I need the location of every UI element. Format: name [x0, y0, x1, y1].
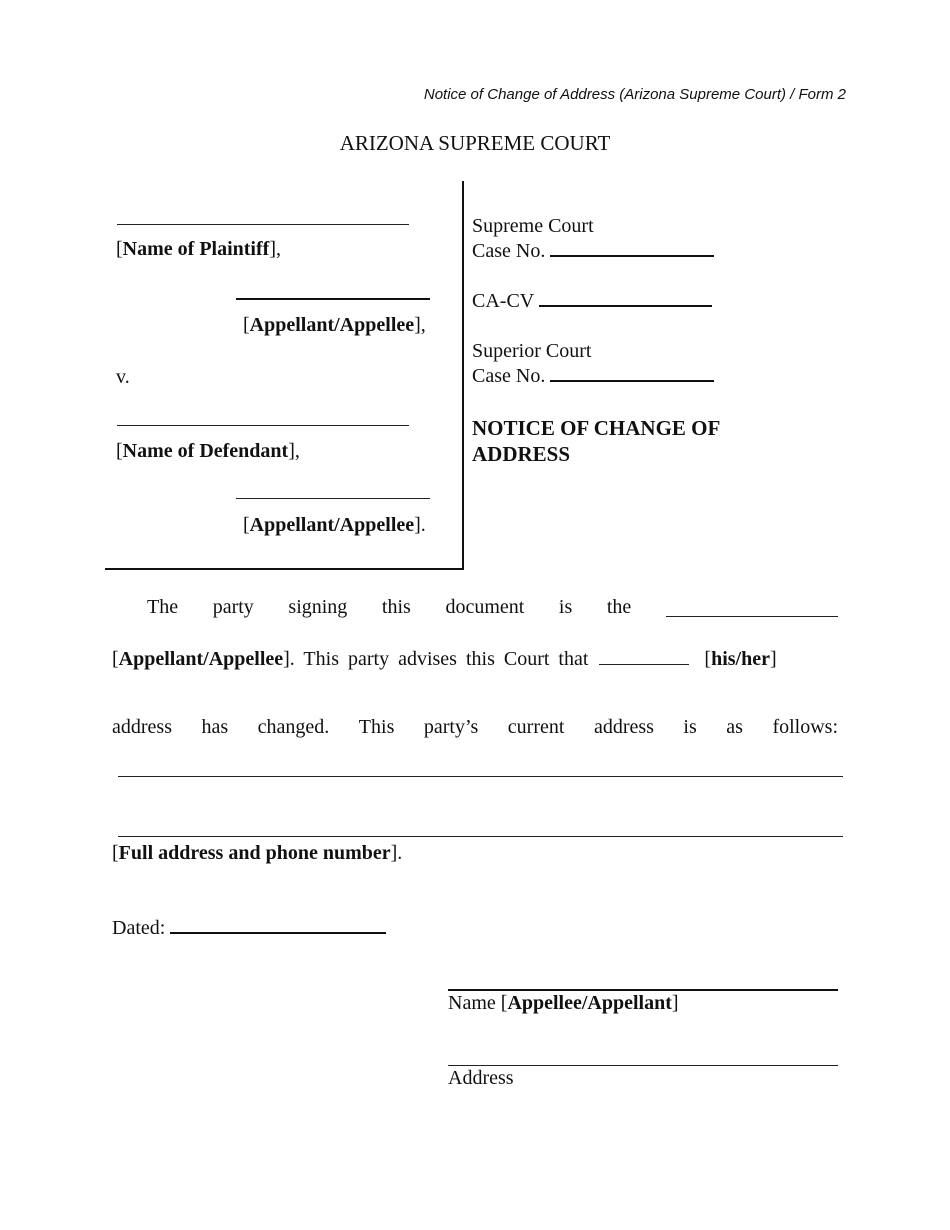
- name-role: Appellee/Appellant: [507, 992, 672, 1014]
- body-line-3: [112, 716, 838, 739]
- party-name-blank[interactable]: [599, 646, 689, 665]
- name-prefix: Name: [448, 992, 496, 1014]
- defendant-role-line[interactable]: [236, 498, 430, 499]
- word: changed.: [257, 716, 330, 738]
- plaintiff-role-line[interactable]: [236, 298, 430, 300]
- defendant-role-text: Appellant/Appellee: [249, 514, 415, 536]
- word: document: [445, 596, 525, 618]
- defendant-role-label: [Appellant/Appellee].: [243, 514, 426, 536]
- advises-text: ]. This party advises this Court that: [283, 648, 589, 670]
- caption-vertical-divider: [462, 181, 464, 569]
- dated-label: Dated:: [112, 917, 166, 939]
- word: the: [606, 596, 632, 618]
- word: The: [147, 596, 179, 618]
- role-text: Appellant/Appellee: [118, 648, 284, 670]
- defendant-label: [Name of Defendant],: [116, 440, 300, 462]
- ca-cv-number: [472, 290, 712, 313]
- plaintiff-role-text: Appellant/Appellee: [249, 314, 415, 336]
- word: has: [201, 716, 229, 738]
- address-line-1[interactable]: [118, 776, 843, 777]
- versus-text: v.: [116, 366, 130, 388]
- superior-case-no-label: Case No.: [472, 365, 546, 387]
- superior-court-label: Superior Court: [472, 340, 592, 362]
- full-address-text: Full address and phone number: [118, 842, 391, 864]
- plaintiff-label-text: Name of Plaintiff: [122, 238, 270, 260]
- word: address: [593, 716, 654, 738]
- word: current: [507, 716, 565, 738]
- dated-row: [112, 917, 386, 940]
- ca-cv-label: CA-CV: [472, 290, 534, 312]
- word: party: [212, 596, 254, 618]
- document-title-line2: ADDRESS: [472, 442, 571, 466]
- word: signing: [288, 596, 348, 618]
- signature-name-line[interactable]: [448, 989, 838, 991]
- body-line-2: [Appellant/Appellee]. This party advises this Court that [his/her]: [112, 648, 777, 670]
- superior-case-no-field[interactable]: [550, 380, 714, 382]
- supreme-case-no: [472, 240, 714, 263]
- word: as: [726, 716, 743, 738]
- full-address-label: [Full address and phone number].: [112, 842, 403, 864]
- word: is: [683, 716, 697, 738]
- form-header: Notice of Change of Address (Arizona Supreme Court) / Form 2: [423, 86, 846, 103]
- defendant-label-text: Name of Defendant: [122, 440, 289, 462]
- plaintiff-label: [Name of Plaintiff],: [116, 238, 281, 260]
- plaintiff-name-line[interactable]: [117, 224, 409, 225]
- defendant-name-line[interactable]: [117, 425, 409, 426]
- supreme-court-label: Supreme Court: [472, 215, 594, 237]
- address-line-2[interactable]: [118, 836, 843, 837]
- his-her-bracket: [his/her]: [704, 648, 777, 670]
- supreme-case-no-label: Case No.: [472, 240, 546, 262]
- party-role-blank[interactable]: [666, 596, 838, 617]
- signature-name-label: Name [Appellee/Appellant]: [448, 992, 679, 1014]
- signature-address-line[interactable]: [448, 1065, 838, 1066]
- word: is: [558, 596, 573, 618]
- his-her-text: his/her: [711, 648, 770, 670]
- dated-field[interactable]: [170, 932, 386, 934]
- document-title-line1: NOTICE OF CHANGE OF: [472, 416, 721, 440]
- word: This: [358, 716, 395, 738]
- caption-bottom-rule: [105, 568, 464, 570]
- supreme-case-no-field[interactable]: [550, 255, 714, 257]
- signature-address-label: Address: [448, 1067, 514, 1089]
- word: follows:: [772, 716, 838, 738]
- court-name: ARIZONA SUPREME COURT: [339, 131, 611, 155]
- word: this: [381, 596, 411, 618]
- ca-cv-field[interactable]: [539, 305, 712, 307]
- superior-case-no: [472, 365, 714, 388]
- body-line-1: [147, 596, 838, 619]
- plaintiff-role-label: [Appellant/Appellee],: [243, 314, 426, 336]
- word: party’s: [423, 716, 479, 738]
- document-title: [472, 415, 720, 467]
- word: address: [112, 716, 172, 738]
